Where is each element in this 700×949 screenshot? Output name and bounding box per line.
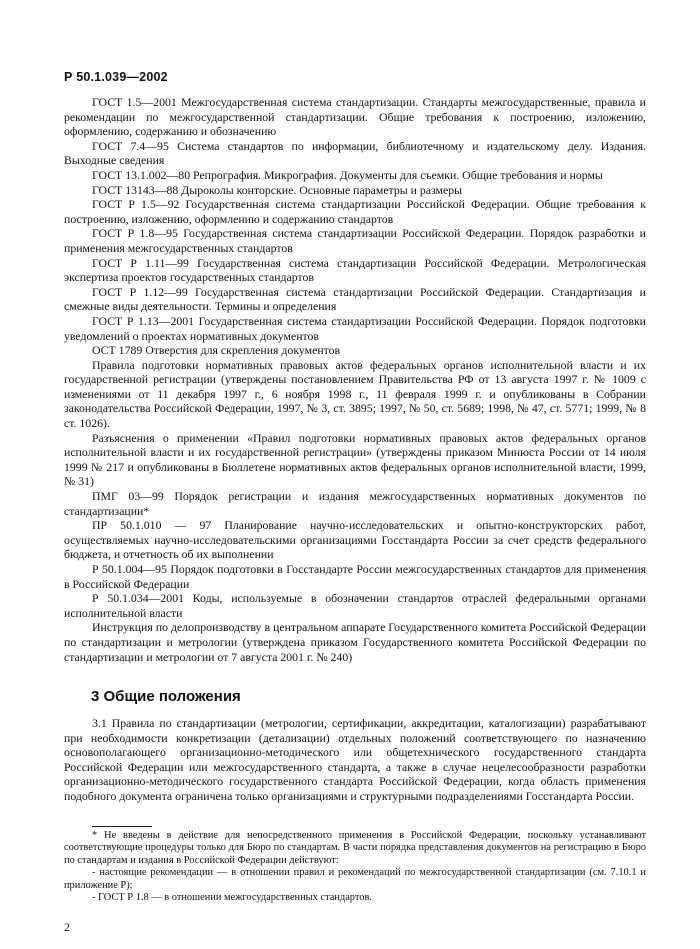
reference-item: ПР 50.1.010 — 97 Планирование научно-исследовательских и опытно-конструкторских работ, осуществляемых научно-исследовательскими организациями Госстандарта России за счет средств федерального бюджета, и отчетность об их выполнении — [64, 518, 646, 562]
section-paragraph: 3.1 Правила по стандартизации (метрологии, сертификации, аккредитации, каталогизации) разрабатывают при необходимости конкретизации (детализации) отдельных положений соответствующего по назначению основополагающего организационно-методического или общетехнического государственного стандарта Российской Федерации или межгосударственного стандарта, а также в случае нецелесообразности разработки организационно-методического государственного стандарта Российской Федерации, когда область применения подобного документа ограничена только организациями и структурными подразделениями Госстандарта России. — [64, 716, 646, 803]
footnote-line: * Не введены в действие для непосредственного применения в Российской Федерации, поскольку устанавливают соответствующие процедуры только для Бюро по стандартам. В части порядка представления документов на регистрацию в Бюро по стандартам и издания в Российской Федерации действуют: — [64, 830, 646, 866]
reference-item: ГОСТ Р 1.5—92 Государственная система стандартизации Российской Федерации. Общие требования к построению, изложению, оформлению и содержанию стандартов — [64, 197, 646, 226]
footnote-line: - ГОСТ Р 1.8 — в отношении межгосударственных стандартов. — [92, 892, 372, 904]
footnote — [64, 830, 646, 904]
page-number: 2 — [64, 920, 70, 934]
reference-item: Р 50.1.004—95 Порядок подготовки в Госстандарте России межгосударственных стандартов для применения в Российской Федерации — [64, 562, 646, 591]
reference-item: ПМГ 03—99 Порядок регистрации и издания межгосударственных нормативных документов по стандартизации* — [64, 489, 646, 518]
reference-item: ГОСТ Р 1.8—95 Государственная система стандартизации Российской Федерации. Порядок разработки и применения межгосударственных стандартов — [64, 226, 646, 255]
reference-item: ОСТ 1789 Отверстия для скрепления документов — [92, 343, 341, 358]
section-heading: 3 Общие положения — [91, 688, 241, 705]
reference-item: ГОСТ 13143—88 Дыроколы конторские. Основные параметры и размеры — [92, 182, 463, 197]
normative-references-list — [64, 95, 646, 664]
reference-item: ГОСТ Р 1.13—2001 Государственная система стандартизации Российской Федерации. Порядок подготовки уведомлений о проектах нормативных документов — [64, 313, 646, 343]
footnote-divider — [92, 826, 152, 827]
reference-item: ГОСТ Р 1.12—99 Государственная система стандартизации Российской Федерации. Стандартизация и смежные виды деятельности. Термины и определения — [64, 284, 646, 314]
reference-item: ГОСТ 13.1.002—80 Репрография. Микрография. Документы для съемки. Общие требования и нормы — [92, 167, 603, 182]
reference-item: Разъяснения о применении «Правил подготовки нормативных правовых актов федеральных органов исполнительной власти и их государственной регистрации» (утверждены приказом Минюста России от 14 июля 1999 № 217 и опубликованы в Бюллетене нормативных актов федеральных органов исполнительной власти, 1999, № 31) — [64, 430, 646, 489]
reference-item: Правила подготовки нормативных правовых актов федеральных органов исполнительной власти и их государственной регистрации (утверждены постановлением Правительства РФ от 13 августа 1997 г. № 1009 с изменениями от 11 декабря 1997 г., 6 ноября 1998 г., 11 февраля 1999 г. и опубликованы в Собрании законодательства Российской Федерации, 1997, № 3, ст. 3895; 1997, № 50, ст. 5689; 1998, № 47, ст. 5771; 1999, № 8 ст. 1026). — [64, 357, 646, 431]
reference-item: Инструкция по делопроизводству в центральном аппарате Государственного комитета Российской Федерации по стандартизации и метрологии (утверждена приказом Государственного комитета Российской Федерации по стандартизации и метрологии от 7 августа 2001 г. № 240) — [64, 620, 646, 664]
section-body — [64, 716, 646, 804]
document-code-header: Р 50.1.039—2002 — [64, 70, 168, 84]
reference-item: ГОСТ Р 1.11—99 Государственная система стандартизации Российской Федерации. Метрологическая экспертиза проектов государственных стандартов — [64, 255, 646, 285]
reference-item: ГОСТ 7.4—95 Система стандартов по информации, библиотечному и издательскому делу. Издания. Выходные сведения — [64, 138, 646, 168]
reference-item: ГОСТ 1.5—2001 Межгосударственная система стандартизации. Стандарты межгосударственные, правила и рекомендации по межгосударственной стандартизации. Общие требования к построению, изложению, оформлению, содержанию и обозначению — [64, 95, 646, 139]
footnote-line: - настоящие рекомендации — в отношении правил и рекомендаций по межгосударственной стандартизации (см. 7.10.1 и приложение Р); — [64, 867, 646, 891]
reference-item: Р 50.1.034—2001 Коды, используемые в обозначении стандартов отраслей федеральными органами исполнительной власти — [64, 591, 646, 620]
